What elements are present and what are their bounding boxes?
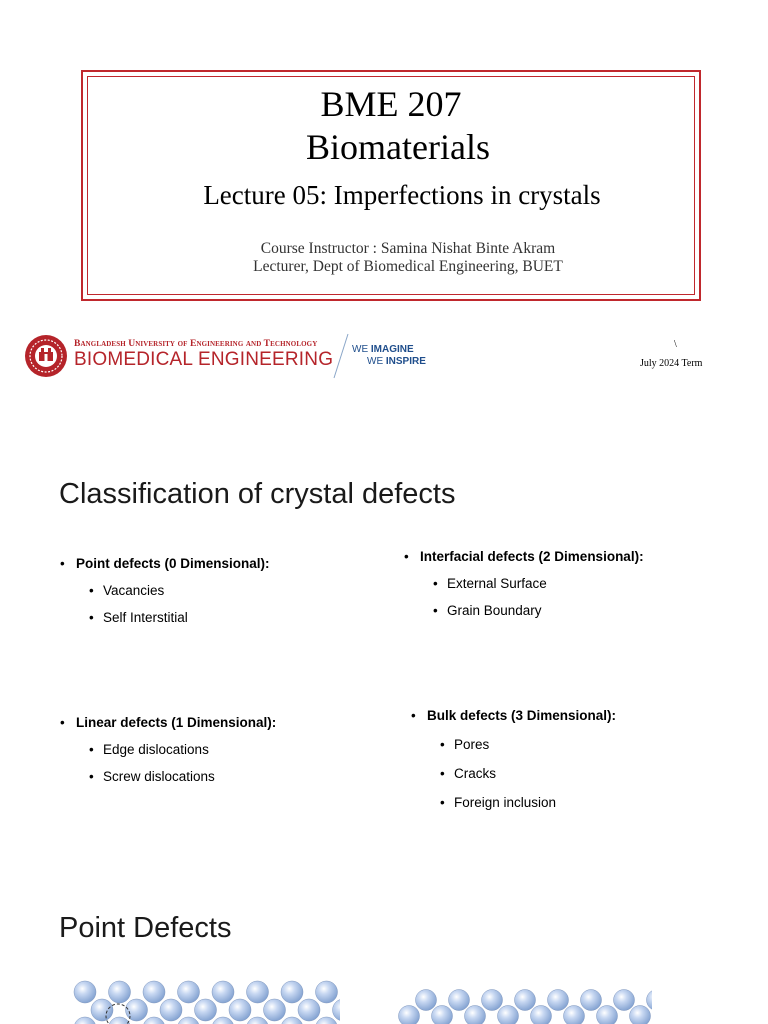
atom bbox=[109, 981, 131, 1003]
motto-line-2: WE INSPIRE bbox=[367, 356, 426, 367]
atom bbox=[178, 981, 200, 1003]
point-defects-heading: Point Defects bbox=[59, 912, 232, 944]
list-item: • Self Interstitial bbox=[89, 610, 270, 625]
atom bbox=[74, 1017, 96, 1024]
course-code: BME 207 bbox=[320, 84, 462, 124]
list-item: • Grain Boundary bbox=[433, 603, 644, 618]
group-heading: • Bulk defects (3 Dimensional): bbox=[411, 708, 616, 723]
group-point-defects bbox=[60, 556, 270, 625]
atom bbox=[531, 1006, 552, 1024]
lecture-title: Lecture 05: Imperfections in crystals bbox=[203, 180, 601, 210]
interstitial-lattice-illustration bbox=[392, 980, 652, 1024]
atom bbox=[281, 981, 303, 1003]
list-item: • Vacancies bbox=[89, 583, 270, 598]
university-name: Bangladesh University of Engineering and Technology bbox=[74, 338, 318, 349]
department-name: BIOMEDICAL ENGINEERING bbox=[74, 349, 334, 370]
atom bbox=[143, 1017, 165, 1024]
atom bbox=[247, 1017, 269, 1024]
atom bbox=[399, 1006, 420, 1024]
atom bbox=[416, 990, 437, 1011]
motto-line-1: WE IMAGINE bbox=[352, 344, 414, 355]
atom bbox=[316, 981, 338, 1003]
classification-heading: Classification of crystal defects bbox=[59, 478, 456, 510]
atom bbox=[178, 1017, 200, 1024]
atom bbox=[482, 990, 503, 1011]
atom bbox=[212, 981, 234, 1003]
term-label: July 2024 Term bbox=[640, 358, 703, 369]
backslash-mark: \ bbox=[674, 339, 677, 350]
instructor-name: Course Instructor : Samina Nishat Binte Akram bbox=[260, 240, 556, 257]
atom bbox=[91, 999, 113, 1021]
atom bbox=[548, 990, 569, 1011]
atom bbox=[316, 1017, 338, 1024]
group-interfacial-defects bbox=[404, 549, 644, 618]
atom bbox=[614, 990, 635, 1011]
atom bbox=[498, 1006, 519, 1024]
instructor-designation: Lecturer, Dept of Biomedical Engineering, BUET bbox=[253, 258, 563, 275]
vacancy-lattice-illustration bbox=[60, 970, 340, 1024]
atom bbox=[630, 1006, 651, 1024]
list-item: • External Surface bbox=[433, 576, 644, 591]
group-bulk-defects bbox=[411, 708, 616, 810]
atom bbox=[298, 999, 320, 1021]
university-seal-icon bbox=[24, 334, 68, 378]
atom bbox=[212, 1017, 234, 1024]
atom bbox=[160, 999, 182, 1021]
atom bbox=[432, 1006, 453, 1024]
list-item: • Edge dislocations bbox=[89, 742, 276, 757]
list-item: • Foreign inclusion bbox=[440, 795, 616, 810]
atom bbox=[229, 999, 251, 1021]
logo-divider bbox=[330, 332, 352, 380]
group-heading: • Interfacial defects (2 Dimensional): bbox=[404, 549, 644, 564]
atom bbox=[449, 990, 470, 1011]
atom bbox=[597, 1006, 618, 1024]
atom bbox=[264, 999, 286, 1021]
instructor-info bbox=[0, 240, 768, 276]
list-item: • Screw dislocations bbox=[89, 769, 276, 784]
list-item: • Pores bbox=[440, 737, 616, 752]
atom bbox=[515, 990, 536, 1011]
atom bbox=[581, 990, 602, 1011]
list-item: • Cracks bbox=[440, 766, 616, 781]
course-name: Biomaterials bbox=[306, 127, 490, 167]
atom bbox=[195, 999, 217, 1021]
atom bbox=[564, 1006, 585, 1024]
atom bbox=[74, 981, 96, 1003]
atom bbox=[143, 981, 165, 1003]
atom bbox=[247, 981, 269, 1003]
group-linear-defects bbox=[60, 715, 276, 784]
atom bbox=[465, 1006, 486, 1024]
atom bbox=[281, 1017, 303, 1024]
atom bbox=[647, 990, 653, 1011]
group-heading: • Point defects (0 Dimensional): bbox=[60, 556, 270, 571]
atom bbox=[126, 999, 148, 1021]
group-heading: • Linear defects (1 Dimensional): bbox=[60, 715, 276, 730]
atom bbox=[333, 999, 341, 1021]
